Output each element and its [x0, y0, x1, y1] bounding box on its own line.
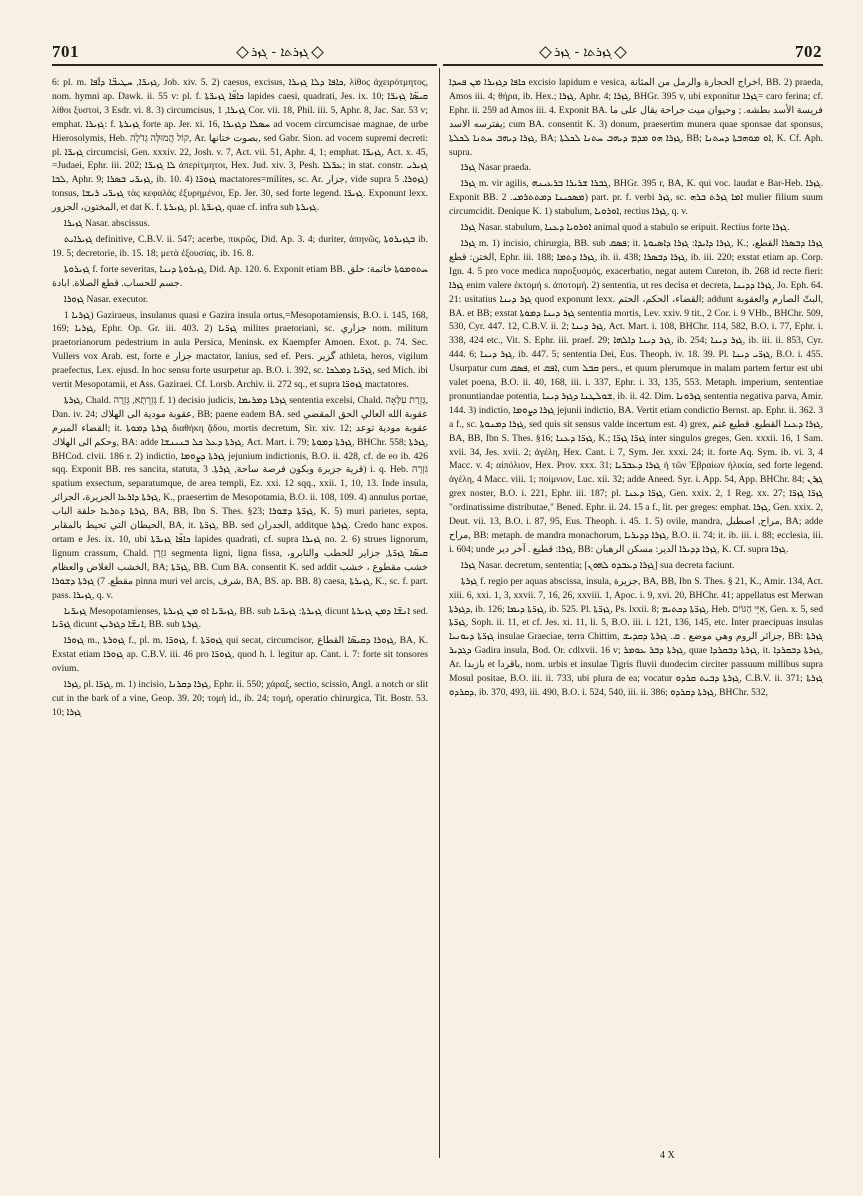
right-page-number: 702: [795, 42, 822, 61]
entry-paragraph: ܓܙܘܪܐ Nasar. executor.: [64, 293, 149, 305]
entry-paragraph: ܓܙܝܪ̈ܝܐ Mesopotamienses, ܓܙܝܪ̈ܝܐ ܐܘ ܡܢ ܓܙܝܪܬܐ, BB. sub ܓܙܝܪܬܐ: ܓܙܝܪ̈ܝܐ dicunt ܐܢܫ̈ܐ ܕܡܢ ܓܙܝܪܬܐ sed. ܓܙܪ̈ܝܐ dicunt ܐܢܫ̈ܐ ܕܓܙܪܝܢ, BB. sub ܓܙܪܬܐ.: [52, 605, 429, 631]
entry-paragraph: ܓܙܘܪܐ m., ܓܙܘܪܬܐ f., pl. m. ܓܙܘܪ̈ܐ, f. ܓܙܘܪ̈ܬܐ qui secat, circumcisor, ܓܙܘܪܐ ܕܩܝܣ̈ܐ القطاع, BA, K. Exstat etiam ܓܙܘܪܐ ap. C.B.V. iii. 46 pro ܓܙܘܪ̈ܐ, quod h. l. legitur ap. Cant. i. 7: forte sit tonsores ovium.: [52, 635, 429, 675]
right-column: [449, 76, 823, 702]
left-header-rule: [52, 64, 437, 66]
entry-paragraph: ܟܐܦܐ ܕܓܙܝܪܐ ܡܢ ܦܚܕܐ excisio lapidum e vesica, اخراج الحجارة والرمل من المثانة, BB. 2) praeda, Amos iii. 4; θήρα, ib. Hex.; ܓܙܪܐ, Aphr. 4; ܓܙܪܐ, BHGr. 395 v, ubi exponitur ܓܙܪܐ= caro ferina; cf. Ephr. ii. 259 ad Amos iii. 4. Exponit BA. فريسة الأسد بطشه. ; وحيوان ميت جراحة يقال على ما يفترسه الاسد; cum BA. consentit K. 3) donum, praesertim munera quae sponsae dat sponsus, ܓܙܪܐ ܕܝܗܒ ܚܬܢܐ ܠܟܠܬܐ, BA; ܓܙܪܐ ܗܘ ܡܕܡ ܕܝܗܒ ܚܬܢܐ ܠܟܠܬܐ, BB; ܐܘ ܡܘܗܒܬܐ ܕܚܬܢܐ, K. Cf. Aph. supra.: [449, 77, 823, 158]
entry-paragraph: ܓܙܪܬܐ f. regio per aquas abscissa, insula, جزيرة, BA, BB, Ibn S. Thes. § 21, K., Amir. 134, Act. xiii. 6, xxi. 1, 3, xxvii. 7, 16, 26, xxviii. 1, Apoc. i. 9, xvi. 20, BHChr. 41; appellatus est Merwan ܕܓܙܪܬܐ, ib. 126; ܓܙܪ̈ܬܐ ܕܝܡܐ, ib. 525. Pl. ܓܙܪ̈ܬܐ, Ps. lxxii. 8; ܓܙܪ̈ܬܐ ܕܟܬܝܡ, Heb. אִיֵּי הַגּוֹיִם, Gen. x. 5, sed ܓܙܪ̈ܬܐ, Soph. ii. 11, et cf. Jes. xi. 11, li. 5, B.O. iii. i. 121, 136, 145, etc. Inter praecipuas insulas ܓܙܪ̈ܬܐ ܕܝܘܢܝܐ insulae Graeciae, terra Chittim, جزائر الروم وهي موضع . ܩ. ܓܙܪܬܐ ܕܩܕܝܫ, BB: ܓܙܪܬܐ ܕܓܕܝܪ Gadira insula, Bod. Or. cdlxvii. 16 v; ܓܙܪܬܐ ܕܒܪ ܥܘܡܪ, quae ܓܙܪܬܐ ܕܒܩܪܕܐ, it. ܓܙܪܬܐ ܕܒܩܪܕܐ, Ar. بازبدا et باقردا, nom. urbis et insulae Tigris fluvii duodecim circiter passuum millibus supra Mosul positae, B.O. iii. ii. 733, ubi plura de ea; vocatur ܓܙܪܬܐ ܕܒܝܬ ܩܪܕܘ, C.B.V. ii. 371; ܓܙܪܬܐ ܕܩܪܕܘ, ib. 370, 493, iii. 490, B.O. i. 524, 540, iii. ii. 386; ܓܙܪܬܐ ܕܩܪܕܘ, BHChr. 532,: [449, 575, 824, 698]
right-running-head: ܓܙܪܬܐ - ܓܙܪ: [523, 44, 643, 60]
entry-paragraph: ܓܙܪܝܐ 1) Gaziraeus, insulanus quasi e Gazira insula ortus,=Mesopotamiensis, B.O. i. 145, 168, 169; ܓܙܪܝܐ, Ephr. Op. Gr. iii. 403. 2) ܓܙܪ̈ܝܐ milites praetoriani, sc. جزاري nom. militum praetorianorum pedestrium in aula Persica, Meninsk. ex Kaempfer Amoen. Exot. p. 74. Sec. Vullers vox Arab. est, forte e جزار mactator, lanius, sed ef. Pers. گزير athleta, heros, vigilum praefectus, Lex. ejusd. In hoc sensu forte usurpetur ap. B.O. i. 392, sc. ܓܙܪ̈ܝܐ ܕܡܠܟܐ, sed Mich. ibi vertit Mesopotamii, et Ass. Gaziraei. Cf. Lorsb. Archiv. ii. 272 sq., et supra ܓܙܘܪ̈ܐ mactatores.: [52, 309, 429, 391]
left-running-head: ܓܙܪܬܐ - ܓܙܪ: [220, 44, 340, 60]
entry-paragraph: ܓܙܝܪܐܝܬ definitive, C.B.V. ii. 547; acerbe, πικρῶς, Did. Ap. 3. 4; duriter, ἀπηνῶς, ܒܓܙܝܪܘܬܐ ib. 19. 5; decretorie, ib. 15. 18; μετὰ ἐξουσίας, ib. 16. 8.: [52, 233, 428, 259]
entry-paragraph: ܓܙܪܐ Nasar. decretum, sententia; [ܓܙܪܐ ܕܥܒܕܘ ܠܗܘܢ] sua decreta faciunt.: [461, 559, 735, 571]
entry-paragraph: ܓܙܝܪܘܬܐ f. forte severitas, ܓܙܝܪܘܬܐ ܕܝܢܐ, Did. Ap. 120. 6. Exponit etiam BB. ܚܬܘܡܘܬܐ خاتمة: حلق جسم للحساب. قطع الصلاة. ابادة.: [52, 263, 428, 289]
entry-paragraph: ܓܙܪܐ m. vir agilis, ܓܒܪܐ ܫܪܝܪܐ ܒܪܥܝܢܗ, BHGr. 395 r, BA, K. qui voc. laudat e Bar-Heb. ܓܙܪܐ. Exponit BB. ܡܣܟܝܢܐ ܕܡܬܬܪܡܝ. 2) part. pr. f. verbi ܓܙܪ, sc. ܐܡܐ ܓܙܪܬ ܒܪܗ mulier filium suum circumcidit. Denique K. 1) stabulum, ܐܘܪܘܝܐ, rectius ܓܙܪܐ, q. v.: [449, 178, 824, 218]
entry-paragraph: 6: pl. m. ܓܙܝܪ̈ܐ, ܚܛܝܒ̈ܐ ܕܐ̈ܦܐ, Job. xiv. 5. 2) caesus, excisus, ܟܐܦܐ ܕܠܐ ܓܙܝܪܐ, λίθος ἀχειρότμητος, nom. hymni ap. Dawk. ii. 55 v: pl. f. ܟܐܦ̈ܐ ܓܙܝܪ̈ܬܐ lapides caesi, quadrati, Jes. ix. 10; ܩܝܣ̈ܐ ܓܙܝܪ̈ܐ λίθοι ξυστοί, 3 Esdr. vi. 8. 3) circumcisus, ܓܙܝܪܐ, 1 Cor. vii. 18, Phil. iii. 5, Aphr. 8, Jac. Sar. 53 v; emphat. ܓܙܝܪܐ: f. ܓܙܝܪܬܐ forte ap. Jer. xi. 16, ܚܣܠܐ ܕܓܙܝܪܐ ad vocem circumcisae magnae, de urbe Hierosolymis, Heb. קוֹל הֲמוּלָּה גְדֹלָה, Ar. بصوت ختانها, sed Gabr. Sion. ad vocem supremi decreti: pl. ܓܙܝܪ̈ܐ circumcisi, Gen. xxxiv. 22, Josh. v. 7, Act. vii. 51, Aphr. 4, 1; emphat. ܓܙܝܪ̈ܐ, Act. x. 45, =Judaei, Ephr. iii. 202; ܠܐ ܓܙܝܪ̈ܐ ἀπερίτμητοι, Hex. Jud. xiv. 3, Pesh. ܥܪ̈ܠܐ; in stat. constr. ܓܙܝܪܝ ܠܒܐ, Aphr. 9; ܓܙܝܪ̈ܝ ܒܣܪܐ, ib. 10. 4) ܓܙܘܪ̈ܐ mactatores=milites, sc. Ar. جزار, vide supra ܓܙܘܪܐ. 5) tonsus, ܓܙܝܪ̈ܝ ܪܝܫܐ τὰς κεφαλὰς ἐξυρημένοι, Ep. Jer. 30, sed forte legend. ܓܙܝܪ̈ܐ. Exponunt lexx. المختون، الجزور, et dat K. f. ܓܙܝܪܬܐ, pl. ܓܙܝܪ̈ܬܐ, quae cf. infra sub ܓܙܝܪܬܐ.: [52, 77, 429, 214]
entry-paragraph: ܓܙܪܬܐ, Chald. גְּזֵרְתָא, גְּזֵרָה f. 1) decisio judicis, ܓܙܪܬܐ ܕܡܪܝܡܐ sententia excelsi, Chald. גְּזֵרַת עִלָּאָה, Dan. iv. 24; عقوبة مودية الى الهلاك, BB; paene eadem BA. sed عقوبة الله العالي الحق المقضي القضاء المبرم; it. ܓܙܪܬܐ ܕܡܘܬܐ διαθήκη ᾅδου, mortis decretum, Sir. xiv. 12; عقوبة مودية توعد وحكم الى الهلاك, BA: adde ܓܙܪܬܐ ܕܥܠ ܟܠ ܒܢܝܢܫܐ, Act. Mart. i. 79; ܓܙܪܬܐ ܕܡܘܬܐ, BHChr. 558; ܓܙܪܬܐ, BHCod. clvii. 186 r. 2) indictio, ܓܙܪܬܐ ܕܨܘܡܐ jejunium indictionis, B.O. ii. 428, cf. de eo ib. 426 sqq. Exponit BB. res sancita, statuta, قرية جزيرة وبكون فرصة ساحة, ܓܙܪܬܐ. 3) i. q. Heb. גִּזְרָה spatium exsectum, separatumque, de area templi, Ez. xxi. 12 sqq., xxii. 1, 10, 13. Inde insula, ܓܙܪܬܐ ܕܐܪܥܐ الجزيرة، الجزائر, K., praesertim de Mesopotamia, B.O. ii. 108, 109. 4) annulus portae, ܓܙܪܬܐ ܕܬܪܥܐ حلقة الباب, BA, BB, Ibn S. Thes. §23; ܓܙܪ̈ܬܐ ܕܫܘܪܐ, K. 5) muri parietes, septa, الحيطان التي تحيط بالمقابر, BA, it. ܓܙܪ̈ܬܐ, BB. sed الجدران, additque ܓܙܪܬܐ. Credo hanc expos. ortam e Jes. ix. 10, ubi ܟܐܦ̈ܐ ܓܙܝܪ̈ܬܐ lapides quadrati, cf. supra ܓܙܝܪܐ no. 2. 6) strues lignorum, lignum crassum, Chald. גִּזְרָן segmenta ligni, ligna fissa, ܩܝܣ̈ܐ ܓܙܪ̈ܬܐ, جزاير للحطب والنابرو، الخشب الغلاض والعظام, BA; ܓܙܪ̈ܬܐ, BB. Cum BA. consentit K. sed addit خشب مقطوع ، خشب مقطع. 7) ܓܙܪܬܐ ܕܫܘܪܐ pinna muri vel arcis, شرف, BA, BS. ap. BB. 8) caesa, ܓܙܝܪܬܐ, K., sc. f. part. pass. ܓܙܝܪܐ, q. v.: [52, 394, 429, 601]
left-page-number: 701: [52, 42, 79, 61]
ornament-icon: [614, 46, 627, 59]
entry-paragraph: ܓܙܪܐ Nasar praeda.: [461, 162, 531, 174]
entry-paragraph: ܓܙܪܐ Nasar. stabulum, ܐܘܪܘܝܐ ܕܥܢܐ animal quod a stabulo se eripuit. Rectius forte ܓܙܪܐ.: [461, 222, 790, 234]
entry-paragraph: ܓܙܪܐ, pl. ܓܙܪ̈ܐ, m. 1) incisio, ܓܙܪܐ ܕܩܪܢܐ, Ephr. ii. 550; χάραξ, sectio, scissio, Angl. a notch or slit cut in the bark of a vine, Geop. 39. 20; τομὴ id., ib. 24; τομή, operatio chirurgica, Tit. Bostr. 53. 10; ܓܙܪܐ: [52, 679, 428, 718]
left-column: [52, 76, 428, 722]
entry-paragraph: ܓܙܝܪܐ Nasar. abscissus.: [64, 218, 150, 230]
page-header: [0, 34, 863, 64]
ornament-icon: [236, 46, 249, 59]
right-header-rule: [443, 64, 823, 66]
entry-paragraph: ܓܙܪܐ m. 1) incisio, chirurgia, BB. sub ܦܣܩ; it. ܓܙܪܐ ܕܐܝܕܐ: ܓܙܪܐ ܕܐܣܝܘܬܐ, K.; ܓܙܪܐ ܕܒܣܪܐ القطع، الختن: قطع, Ephr. iii. 188; ܓܙܪܐ ܕܬܡܐ, ib. ii. 438; ܓܙܪܐ ܕܒܣܪܐ, ib. iii. 220; exstat etiam ap. Corp. Ign. 4. 5 pro voce medica παροξυσμός, exacerbatio, negat autem Cureton, ib. 268 id recte fieri: ܓܙܪܐ enim valere ἐκτομή s. ἀποτομή. 2) sententia, ut res decisa et decreta, ܓܙܪܐ ܕܕܝܢܐ, Jo. Eph. 64. 21: usitatius ܓܙܪ ܕܝܢܐ quod exponunt lexx. القضاء، الحكم، الحتم; addunt البتّ الصارم والعقوبة, BA. et BB; exstat ܓܙܪ ܕܝܢܐ ܕܡܘܬܐ sententia mortis, Lev. xxiv. 9 tit., 2 Cor. i. 9 VHb., BHChr. 509, 530, Cyr. 447. 12, C.B.V. ii. 2; ܓܙܪ ܕܝܢܐ, Act. Mart. i. 108, BHChr. 114, 582, B.O. i. 77, Ephr. i. 338, 424 etc., Vit. S. Ephr. iii. praef. 29; ܓܙܪ ܕܝܢܐ ܕܐܠܗܐ, ib. 254; ܓܙܪ ܕܝܢܐ, ib. iii. ii. 853, Cyr. 444. 6; ܓܙܪ ܕܝܢܐ, ib. 447. 5; sententia Dei, Eus. Theoph. iv. 18. 39. Pl. ܓܙܪ̈ܝ ܕܝܢܐ, B.O. i. 455. Usurpatur cum ܦܣܩ, et ܐܦܩ, cum ܩܒܠ pers., et quum plerumque in malam partem fertur est ubi valet poena, B.O. ii. 40, 168, iii. i. 337, Ephr. i. 33, 135, 553. Metaph. imperium, sententiae pronuntiandae potentia, ܫܘܠܛܢܐ ܕܓܙܪ ܕܝܢܐ, ib. ii. 42. Dim. ܓܙܪܘܢܐ sententia negativa parva, Amir. 144. 3) indictio, ܓܙܪܐ ܕܨܘܡܐ jejunii indictio, BA. Vertit etiam condictio Bernst. ap. Ephr. ii. 362. 3 a f., sc. ܓܙܪܐ ܕܡܢܘܬܐ, sed quis sit sensus valde incertum est. 4) grex, ܓܙܪܐ ܕܥܢܐ القطيع. قطيع غنم, BA, BB, Ibn S. Thes. §16; ܓܙܪ̈ܐ ܕܥܢܐ, K.; ܓܙܪ̈ܐ ܓܙܪ̈ܐ inter singulos greges, Gen. xxxii. 16, 1 Sam. xvii. 34, Jes. xvii. 2; ἀγέλη, Hex. Cant. i. 7, Sym. Jer. xxxi. 24; it. forte Aq. Sym. ib. vi. 3, 4 Macc. v. 4; αἰπόλιον, Hex. Prov. xxx. 31; ܓܙܪܐ ܕܥܒܪ̈ܝܐ ἡ τῶν Ἑβραίων ἡλικία, sed forte legend. ἀγέλη, 4 Macc. viii. 1; ποίμνιον, Luc. xii. 32; adde Aneed. Syr. i. App. 54, App. BHChr. 84; ܓܙܪܢ grex noster, B.O. i. 221, Ephr. iii. 187; pl. ܓܙܪ̈ܐ ܕܥܢܐ, Gen. xxix. 2, 1 Reg. xx. 27; ܓܙܪ̈ܐ ܓܙܪ̈ܐ "ordinatissime distributae," Bened. Ephr. ii. 24. 15 a f., lit. per greges: emphat. ܓܙܪܐ, Gen. xxix. 2, Deut. vii. 13, B.O. i. 87, 95, Eus. Theoph. i. 45. 1. 5) ovile, mandra, مراح, اصطبل, BA; adde مراح, BB: metaph. de mandra monachorum, ܓܙܪܐ ܕܕܝܪܝܐ, B.O. ii. 74; it. ib. iii. i. 88; ecclesia, iii. i. 604; unde ܓܙܪܐ: قطيع . آخر دير, BB: ܓܙܪܐ ܕܕܝܪܐ الدير: مسكن الرهبان, K. Cf. supra ܓܙܪܐ.: [449, 237, 824, 555]
signature-mark: 4 X: [660, 1150, 675, 1161]
ornament-icon: [539, 46, 552, 59]
column-divider: [439, 68, 440, 1158]
ornament-icon: [311, 46, 324, 59]
